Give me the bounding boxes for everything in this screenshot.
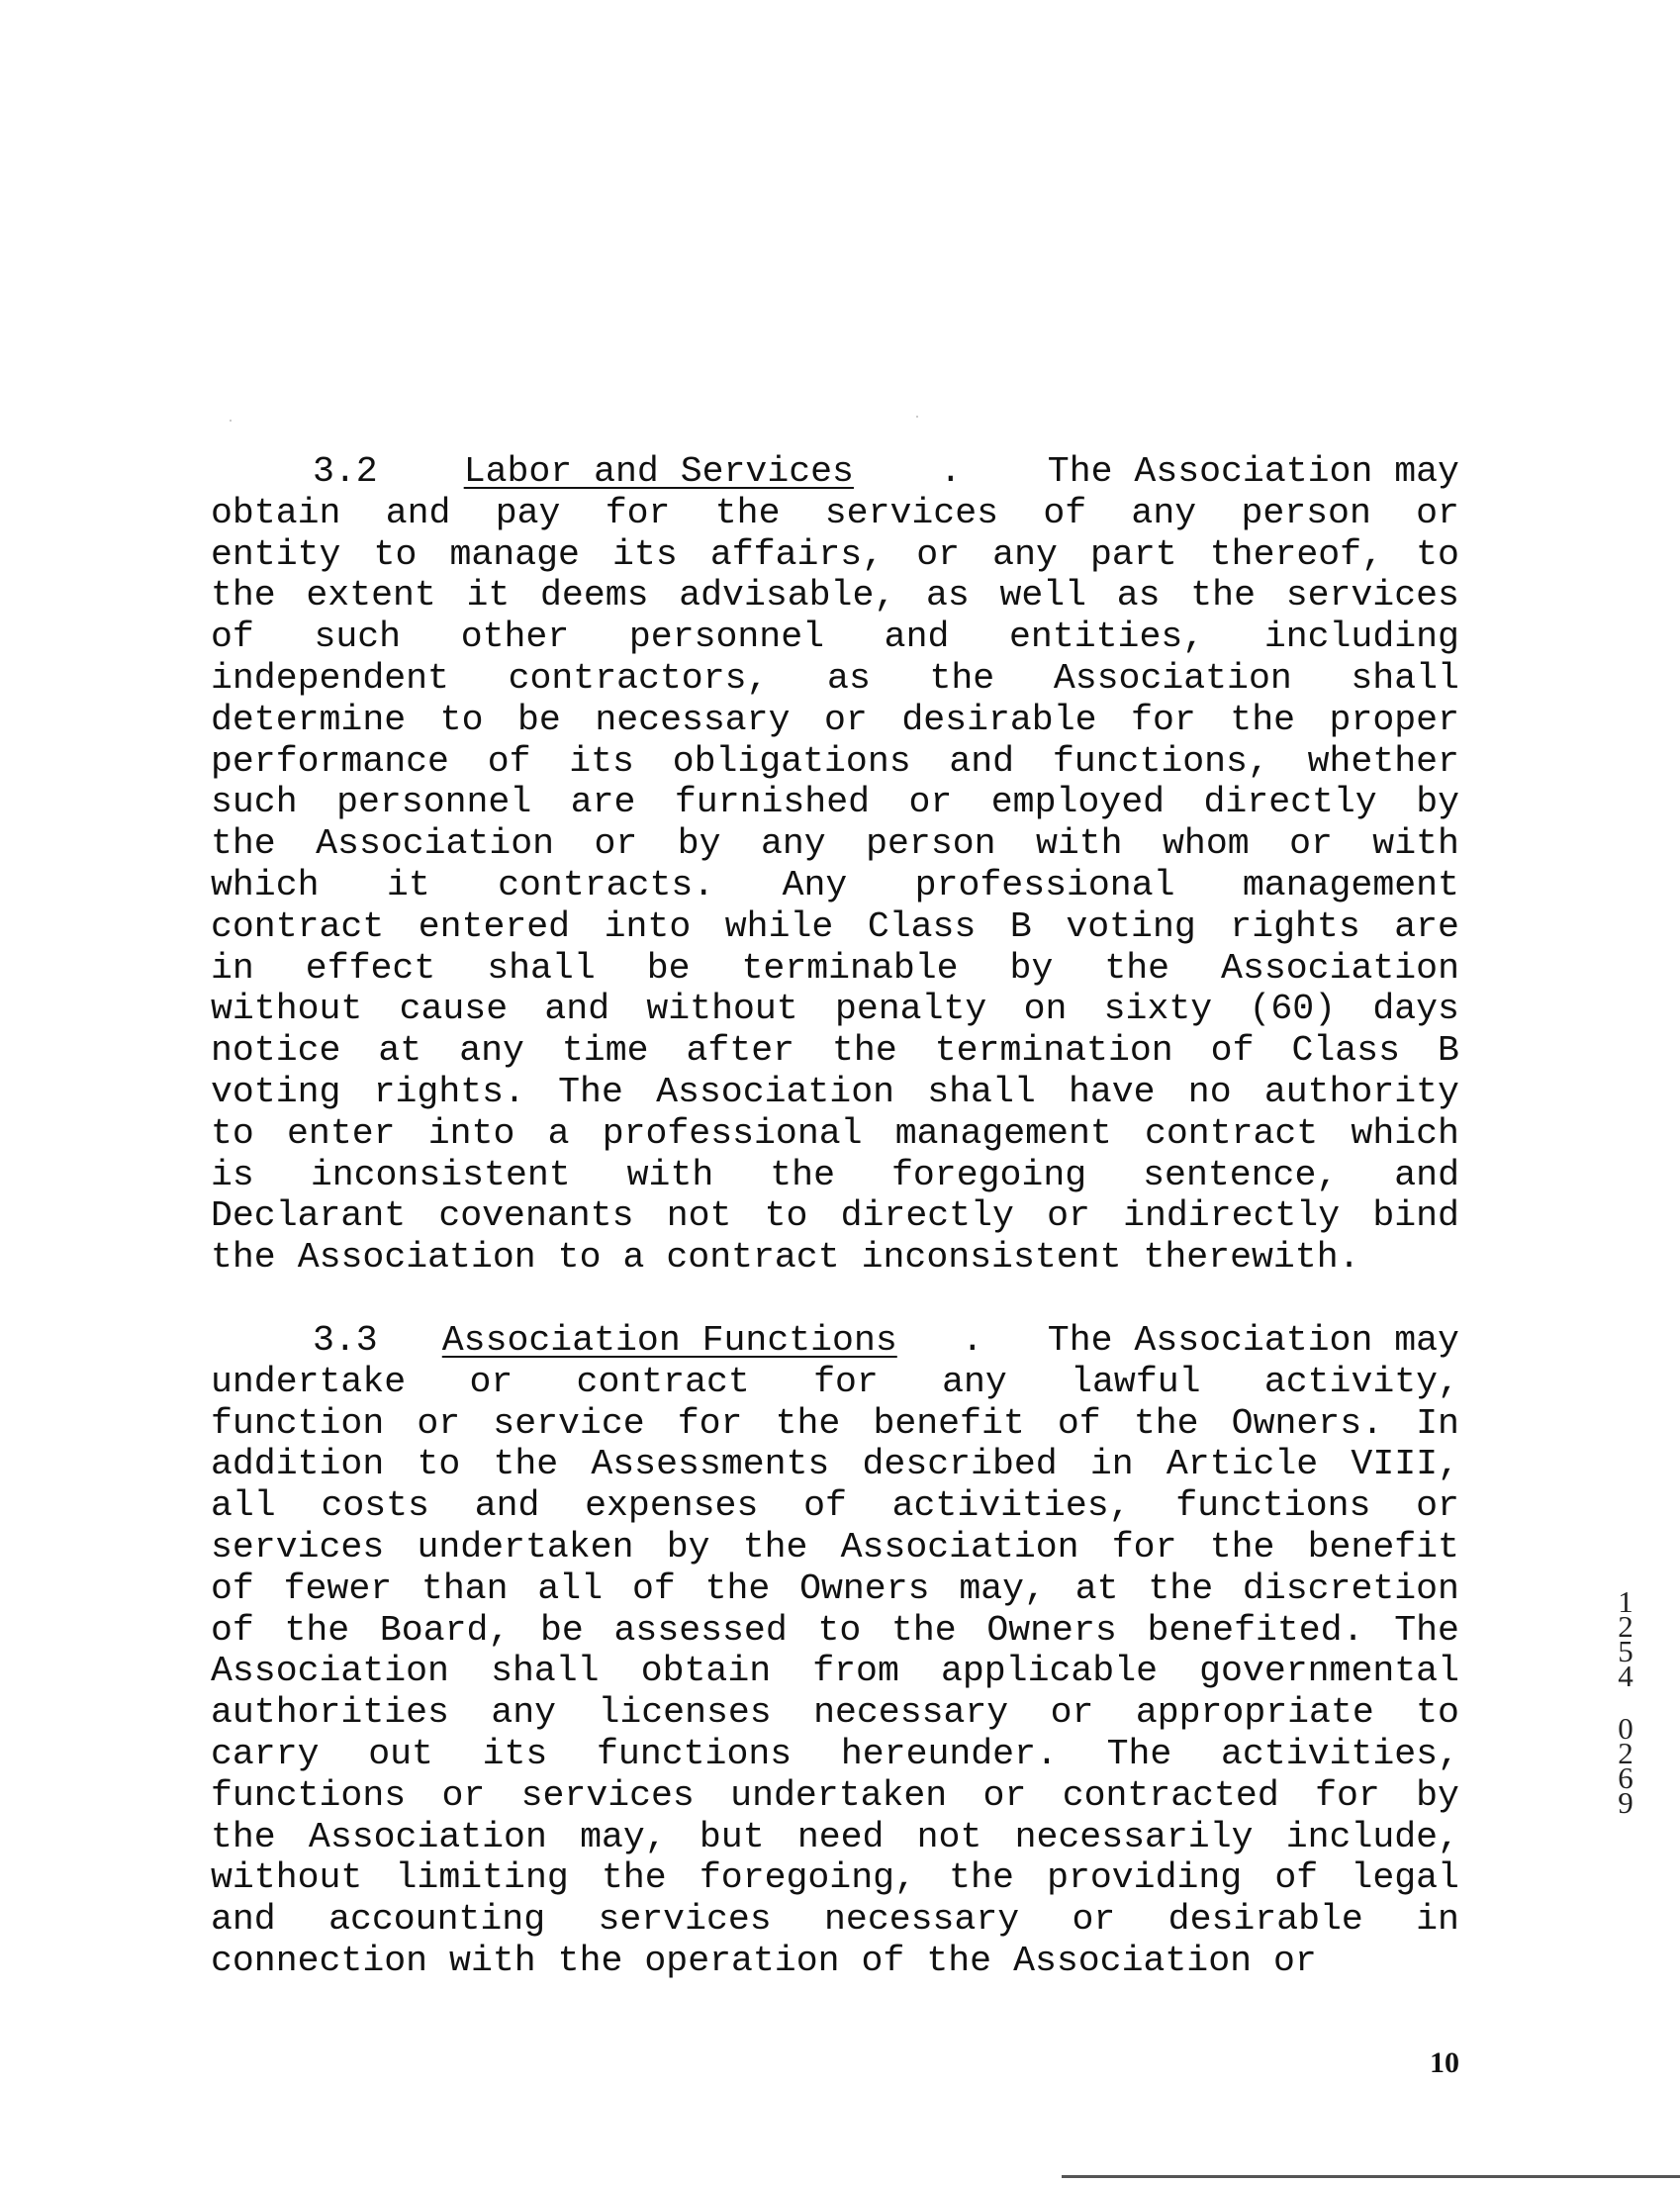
recording-book: 1 2 5 4 [1618, 1584, 1633, 1693]
section-body [211, 493, 1459, 1279]
section-3-2 [211, 451, 1459, 1279]
section-first-line-rest: The Association may [1047, 1320, 1459, 1361]
text-line: performance of its obligations and functions, whether [211, 740, 1459, 782]
scan-speck [230, 420, 232, 422]
text-line: independent contractors, as the Association shall [211, 657, 1459, 699]
text-line: without cause and without penalty on sixty (60) days [211, 989, 1459, 1030]
text-line: without limiting the foregoing, the providing of legal [211, 1857, 1459, 1899]
section-first-line-rest: The Association may [1047, 451, 1459, 492]
text-line: services undertaken by the Association for the benefit [211, 1526, 1459, 1568]
footer-rule [1062, 2175, 1680, 2178]
text-line: which it contracts. Any professional management [211, 864, 1459, 905]
text-line: authorities any licenses necessary or appropriate to [211, 1692, 1459, 1734]
text-line: function or service for the benefit of the Owners. In [211, 1402, 1459, 1444]
text-line: Association shall obtain from applicable governmental [211, 1651, 1459, 1692]
text-line: connection with the operation of the Association or [211, 1940, 1317, 1981]
text-line: such personnel are furnished or employed directly by [211, 782, 1459, 823]
text-line: undertake or contract for any lawful activity, [211, 1361, 1459, 1402]
text-line: voting rights. The Association shall have no authority [211, 1071, 1459, 1112]
text-line: functions or services undertaken or contracted for by [211, 1774, 1459, 1816]
section-heading: Association Functions [441, 1320, 897, 1361]
section-number: 3.3 [313, 1320, 378, 1361]
section-number: 3.2 [313, 451, 378, 492]
heading-period: . [961, 1320, 983, 1361]
text-line: and accounting services necessary or desirable in [211, 1899, 1459, 1941]
section-heading: Labor and Services [463, 451, 854, 492]
text-line: of the Board, be assessed to the Owners benefited. The [211, 1609, 1459, 1651]
section-first-line [211, 451, 1459, 493]
page-number: 10 [1430, 2046, 1459, 2079]
text-line: obtain and pay for the services of any person or [211, 492, 1459, 533]
text-line: is inconsistent with the foregoing sentence, and [211, 1154, 1459, 1195]
heading-period: . [939, 451, 962, 492]
scan-speck [916, 416, 918, 418]
text-line: the Association or by any person with whom or with [211, 823, 1459, 865]
text-line: carry out its functions hereunder. The activities, [211, 1733, 1459, 1774]
text-line: the Association to a contract inconsistent therewith. [211, 1237, 1360, 1279]
section-body [211, 1362, 1459, 1982]
recording-number [1613, 1584, 1638, 1820]
text-line: Declarant covenants not to directly or indirectly bind [211, 1195, 1459, 1237]
text-line: all costs and expenses of activities, functions or [211, 1485, 1459, 1527]
text-line: contract entered into while Class B voting rights are [211, 905, 1459, 947]
text-line: determine to be necessary or desirable for the proper [211, 699, 1459, 740]
recording-page: 0 2 6 9 [1618, 1711, 1633, 1820]
text-line: to enter into a professional management contract which [211, 1112, 1459, 1154]
text-line: in effect shall be terminable by the Association [211, 947, 1459, 989]
text-line: notice at any time after the termination of Class B [211, 1030, 1459, 1072]
text-line: of such other personnel and entities, including [211, 617, 1459, 658]
section-3-3 [211, 1320, 1459, 1982]
text-line: addition to the Assessments described in Article VIII, [211, 1444, 1459, 1485]
text-line: the extent it deems advisable, as well as the services [211, 575, 1459, 617]
text-line: the Association may, but need not necessarily include, [211, 1816, 1459, 1857]
text-line: entity to manage its affairs, or any part thereof, to [211, 533, 1459, 575]
section-first-line [211, 1320, 1459, 1362]
text-line: of fewer than all of the Owners may, at the discretion [211, 1568, 1459, 1609]
